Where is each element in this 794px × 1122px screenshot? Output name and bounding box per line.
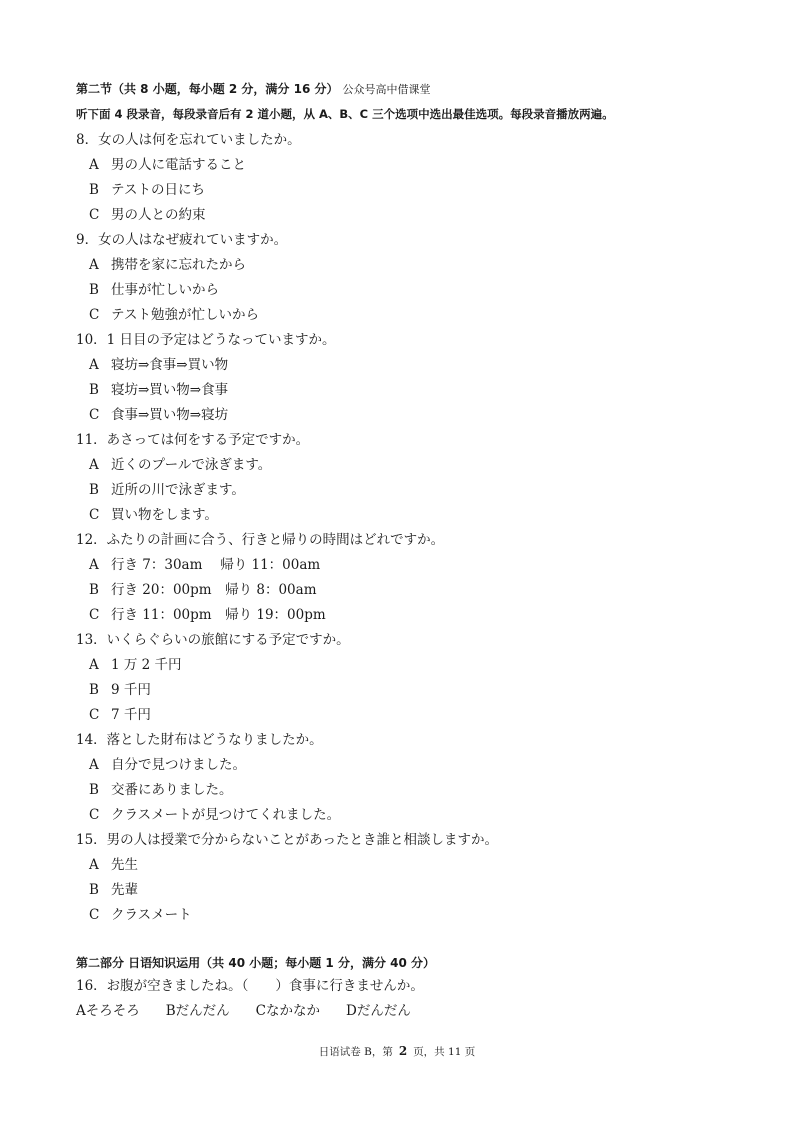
option-c (76, 503, 756, 528)
option-a (76, 353, 756, 378)
option-c (76, 803, 756, 828)
option-text: 行き 7：30am 帰り 11：00am (111, 557, 321, 573)
option-text: テストの日にち (111, 182, 205, 198)
question-9 (76, 228, 756, 328)
option-text: 男の人に電話すること (111, 157, 246, 173)
option-row (76, 999, 756, 1024)
option-letter: C (89, 707, 100, 723)
option-a (76, 753, 756, 778)
option-text: 近所の川で泳ぎます。 (111, 482, 245, 498)
option-a (76, 853, 756, 878)
option-b (76, 778, 756, 803)
option-letter: B (89, 382, 99, 398)
option-b: Bだんだん (165, 1003, 230, 1019)
option-letter: A (89, 857, 99, 873)
option-letter: A (89, 457, 99, 473)
option-c: Cなかなか (255, 1003, 321, 1019)
option-letter: A (89, 557, 99, 573)
option-c (76, 403, 756, 428)
option-text: 寝坊⇒食事⇒買い物 (111, 357, 229, 373)
option-letter: C (89, 507, 100, 523)
part2-title: 第二部分 日语知识运用（共 40 小题；每小题 1 分，满分 40 分） (76, 956, 435, 970)
footer-suffix: 页，共 11 页 (413, 1046, 476, 1058)
question-list (76, 128, 756, 928)
option-letter: C (89, 407, 100, 423)
option-a (76, 653, 756, 678)
option-text: クラスメート (111, 907, 192, 923)
question-text: 13．いくらぐらいの旅館にする予定ですか。 (76, 632, 350, 648)
option-letter: B (89, 482, 99, 498)
option-c (76, 203, 756, 228)
option-text: 携帯を家に忘れたから (111, 257, 246, 273)
option-letter: A (89, 157, 99, 173)
option-b (76, 478, 756, 503)
option-a: Aそろそろ (76, 1003, 140, 1019)
option-c (76, 303, 756, 328)
option-text: 先輩 (111, 882, 138, 898)
option-text: 交番にありました。 (111, 782, 233, 798)
option-letter: B (89, 882, 99, 898)
option-text: 9 千円 (111, 682, 151, 698)
page-footer (0, 1044, 794, 1059)
question-13 (76, 628, 756, 728)
question-text: 16．お腹が空きましたね。（ ）食事に行きませんか。 (76, 978, 424, 994)
section-title: 第二节（共 8 小题，每小题 2 分，满分 16 分） (76, 82, 339, 96)
question-text: 11．あさっては何をする予定ですか。 (76, 432, 310, 448)
section-header (76, 80, 430, 97)
question-15 (76, 828, 756, 928)
question-12 (76, 528, 756, 628)
option-letter: B (89, 582, 99, 598)
option-text: 7 千円 (111, 707, 151, 723)
option-letter: A (89, 657, 99, 673)
question-text: 12．ふたりの計画に合う、行きと帰りの時間はどれですか。 (76, 532, 445, 548)
question-16 (76, 974, 756, 1024)
question-text: 15．男の人は授業で分からないことがあったとき誰と相談しますか。 (76, 832, 499, 848)
option-text: 自分で見つけました。 (111, 757, 246, 773)
section-instructions: 听下面 4 段录音，每段录音后有 2 道小题，从 A、B、C 三个选项中选出最佳选项。每段录音播放两遍。 (76, 107, 614, 121)
option-letter: C (89, 907, 100, 923)
question-14 (76, 728, 756, 828)
option-text: 食事⇒買い物⇒寝坊 (111, 407, 229, 423)
option-b (76, 878, 756, 903)
question-text: 10．1 日目の予定はどうなっていますか。 (76, 332, 336, 348)
option-letter: C (89, 207, 100, 223)
option-c (76, 903, 756, 928)
option-text: 買い物をします。 (111, 507, 218, 523)
option-b (76, 578, 756, 603)
option-text: 行き 20：00pm 帰り 8：00am (111, 582, 317, 598)
option-letter: B (89, 682, 99, 698)
option-text: 仕事が忙しいから (111, 282, 219, 298)
option-letter: A (89, 257, 99, 273)
question-8 (76, 128, 756, 228)
option-a (76, 253, 756, 278)
option-b (76, 278, 756, 303)
option-letter: C (89, 807, 100, 823)
option-letter: C (89, 607, 100, 623)
option-b (76, 678, 756, 703)
question-text: 9．女の人はなぜ疲れていますか。 (76, 232, 288, 248)
option-b (76, 378, 756, 403)
option-text: 男の人との約束 (111, 207, 206, 223)
option-a (76, 553, 756, 578)
option-letter: B (89, 282, 99, 298)
question-11 (76, 428, 756, 528)
page-number: 2 (398, 1044, 408, 1058)
option-text: 先生 (111, 857, 138, 873)
option-letter: B (89, 782, 99, 798)
footer-prefix: 日语试卷 B，第 (318, 1046, 393, 1058)
question-text: 8．女の人は何を忘れていましたか。 (76, 132, 301, 148)
option-text: 1 万 2 千円 (111, 657, 182, 673)
option-text: 寝坊⇒買い物⇒食事 (111, 382, 229, 398)
option-c (76, 703, 756, 728)
option-a (76, 453, 756, 478)
option-text: テスト勉強が忙しいから (111, 307, 259, 323)
option-b (76, 178, 756, 203)
option-text: クラスメートが見つけてくれました。 (111, 807, 341, 823)
question-10 (76, 328, 756, 428)
option-a (76, 153, 756, 178)
option-letter: A (89, 757, 99, 773)
option-letter: B (89, 182, 99, 198)
option-d: Dだんだん (346, 1003, 411, 1019)
option-letter: C (89, 307, 100, 323)
section-note: 公众号高中借课堂 (342, 83, 431, 96)
option-text: 行き 11：00pm 帰り 19：00pm (111, 607, 326, 623)
option-letter: A (89, 357, 99, 373)
question-text: 14．落とした財布はどうなりましたか。 (76, 732, 323, 748)
option-text: 近くのプールで泳ぎます。 (111, 457, 272, 473)
option-c (76, 603, 756, 628)
